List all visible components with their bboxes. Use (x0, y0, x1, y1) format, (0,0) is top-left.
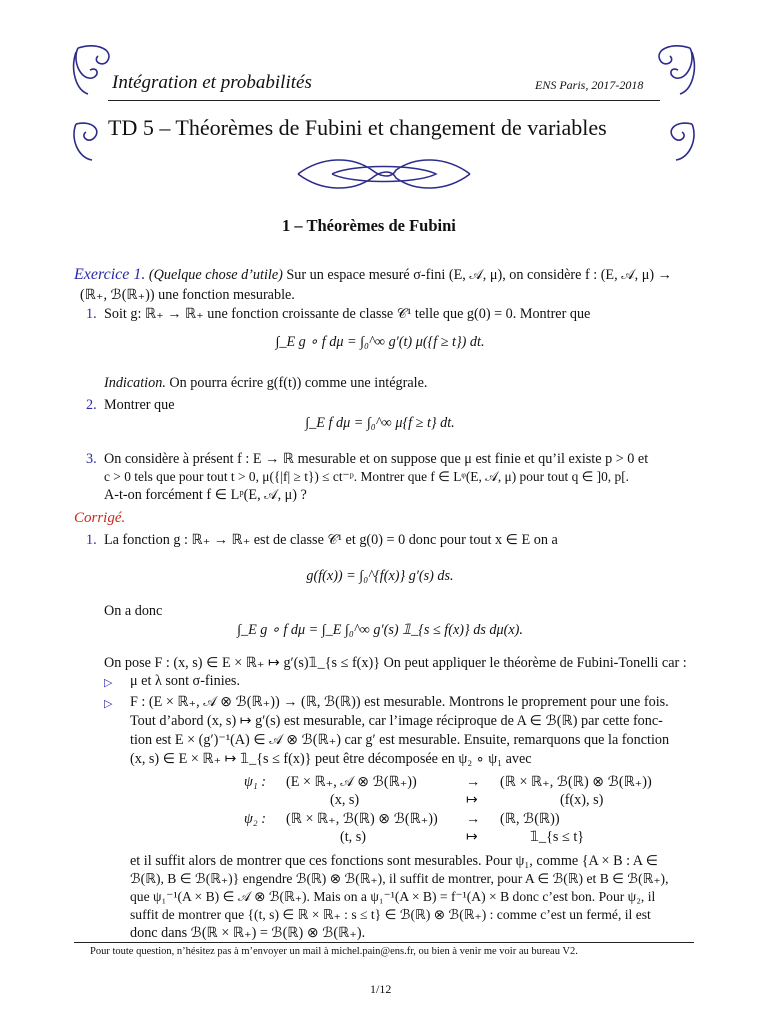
question-3-line-2: c > 0 tels que pour tout t > 0, μ({|f| ≥ t}) ≤ ct⁻ᵖ. Montrer que f ∈ Lᵠ(E, 𝒜, μ) pour tout q ∈ ]0, p[. (104, 469, 630, 484)
bullet-1-text: μ et λ sont σ-finies. (130, 673, 241, 689)
fubini-intro: On pose F : (x, s) ∈ E × ℝ₊ ↦ g′(s)𝟙_{s ≤ f(x)} On peut appliquer le théorème de Fubini-Tonelli car : (104, 655, 687, 671)
conclusion-line-4: suffit de montrer que {(t, s) ∈ ℝ × ℝ₊ : s ≤ t} ∈ ℬ(ℝ) ⊗ ℬ(ℝ₊) : comme c’est un fermé, il est (130, 907, 651, 922)
question-3-line-3: A-t-on forcément f ∈ Lᵖ(E, 𝒜, μ) ? (104, 487, 307, 503)
exercise-intro-2: (ℝ₊, ℬ(ℝ₊)) une fonction mesurable. (80, 287, 295, 303)
hint-text: On pourra écrire g(f(t)) comme une intégrale. (169, 375, 428, 391)
psi2-image: 𝟙_{s ≤ t} (530, 829, 585, 845)
psi2-arrow: → (466, 811, 481, 827)
conclusion-line-5: donc dans ℬ(ℝ × ℝ₊) = ℬ(ℝ) ⊗ ℬ(ℝ₊). (130, 925, 366, 941)
question-1-text: Soit g: ℝ₊ → ℝ₊ une fonction croissante de classe 𝒞¹ telle que g(0) = 0. Montrer que (104, 306, 591, 322)
exercise-label: Exercice 1. (74, 266, 146, 283)
hint-label: Indication. (104, 375, 166, 391)
conclusion-line-2: ℬ(ℝ), B ∈ ℬ(ℝ₊)} engendre ℬ(ℝ) ⊗ ℬ(ℝ₊), il suffit de montrer, pour A ∈ ℬ(ℝ) et B ∈ ℬ(ℝ₊), (130, 871, 669, 886)
psi2-codomain: (ℝ, ℬ(ℝ)) (500, 811, 560, 827)
on-a-donc: On a donc (104, 603, 163, 619)
question-1-number: 1. (86, 306, 97, 322)
corner-ornament-top-left (68, 40, 118, 100)
page-title: TD 5 – Théorèmes de Fubini et changement de variables (108, 115, 607, 140)
bullet-marker-2: ▷ (104, 697, 113, 710)
page-number: 1/12 (370, 982, 392, 996)
header-rule (108, 100, 660, 101)
equation-3: g(f(x)) = ∫₀^{f(x)} g′(s) ds. (306, 568, 454, 584)
psi1-name: ψ₁ : (244, 774, 267, 790)
psi1-codomain: (ℝ × ℝ₊, ℬ(ℝ) ⊗ ℬ(ℝ₊)) (500, 774, 652, 790)
equation-1: ∫_E g ∘ f dμ = ∫₀^∞ g′(t) μ({f ≥ t}) dt. (275, 334, 485, 350)
psi1-variable: (x, s) (330, 792, 360, 808)
bullet-2-line-4: (x, s) ∈ E × ℝ₊ ↦ 𝟙_{s ≤ f(x)} peut être décomposée en ψ₂ ∘ ψ₁ avec (130, 751, 532, 767)
correction-1-number: 1. (86, 532, 97, 548)
bullet-2-line-1: F : (E × ℝ₊, 𝒜 ⊗ ℬ(ℝ₊)) → (ℝ, ℬ(ℝ)) est mesurable. Montrons le proprement pour une fois. (130, 694, 669, 710)
question-2-number: 2. (86, 397, 97, 413)
footnote: Pour toute question, n’hésitez pas à m’envoyer un mail à michel.pain@ens.fr, ou bien à venir me voir au bureau V2. (90, 946, 578, 957)
psi1-domain: (E × ℝ₊, 𝒜 ⊗ ℬ(ℝ₊)) (286, 774, 417, 790)
psi1-image: (f(x), s) (560, 792, 604, 808)
psi2-name: ψ₂ : (244, 811, 267, 827)
exercise-intro-1: Sur un espace mesuré σ-fini (E, 𝒜, μ), on considère f : (E, 𝒜, μ) → (286, 267, 672, 283)
hint-line (104, 373, 427, 393)
bullet-2-line-3: tion est E × (g′)⁻¹(A) ∈ 𝒜 ⊗ ℬ(ℝ₊) car g′ est mesurable. Ensuite, remarquons que la fonction (130, 732, 670, 748)
center-flourish-ornament (292, 152, 476, 196)
footnote-rule (74, 942, 694, 943)
conclusion-line-1: et il suffit alors de montrer que ces fonctions sont mesurables. Pour ψ₁, comme {A × B : A ∈ (130, 853, 659, 869)
equation-4: ∫_E g ∘ f dμ = ∫_E ∫₀^∞ g′(s) 𝟙_{s ≤ f(x)} ds dμ(x). (237, 622, 523, 638)
bullet-marker-1: ▷ (104, 676, 113, 689)
equation-2: ∫_E f dμ = ∫₀^∞ μ{f ≥ t} dt. (305, 415, 455, 431)
bullet-2-line-2: Tout d’abord (x, s) ↦ g′(s) est mesurable, car l’image réciproque de A ∈ ℬ(ℝ) par cette fonc- (130, 713, 663, 729)
correction-label: Corrigé. (74, 510, 126, 526)
psi2-domain: (ℝ × ℝ₊, ℬ(ℝ) ⊗ ℬ(ℝ₊)) (286, 811, 438, 827)
question-3-number: 3. (86, 451, 97, 467)
psi2-mapsto: ↦ (466, 829, 478, 845)
correction-1-text: La fonction g : ℝ₊ → ℝ₊ est de classe 𝒞¹ et g(0) = 0 donc pour tout x ∈ E on a (104, 532, 558, 548)
exercise-header-line (74, 265, 694, 285)
psi1-mapsto: ↦ (466, 792, 478, 808)
question-3-line-1: On considère à présent f : E → ℝ mesurable et on suppose que μ est finie et qu’il existe p > 0 et (104, 451, 649, 467)
question-2-text: Montrer que (104, 397, 175, 413)
exercise-subtitle: (Quelque chose d’utile) (148, 267, 283, 283)
corner-ornament-top-right (650, 40, 700, 100)
course-title: Intégration et probabilités (112, 72, 312, 93)
corner-ornament-mid-left (68, 118, 108, 168)
corner-ornament-mid-right (660, 118, 700, 168)
school-year: ENS Paris, 2017-2018 (535, 78, 644, 92)
conclusion-line-3: que ψ₁⁻¹(A × B) ∈ 𝒜 ⊗ ℬ(ℝ₊). Mais on a ψ₁⁻¹(A × B) = f⁻¹(A) × B donc c’est bon. Pour ψ₂, il (130, 889, 656, 904)
psi1-arrow: → (466, 774, 481, 790)
section-title: 1 – Théorèmes de Fubini (282, 216, 456, 235)
psi2-variable: (t, s) (340, 829, 367, 845)
